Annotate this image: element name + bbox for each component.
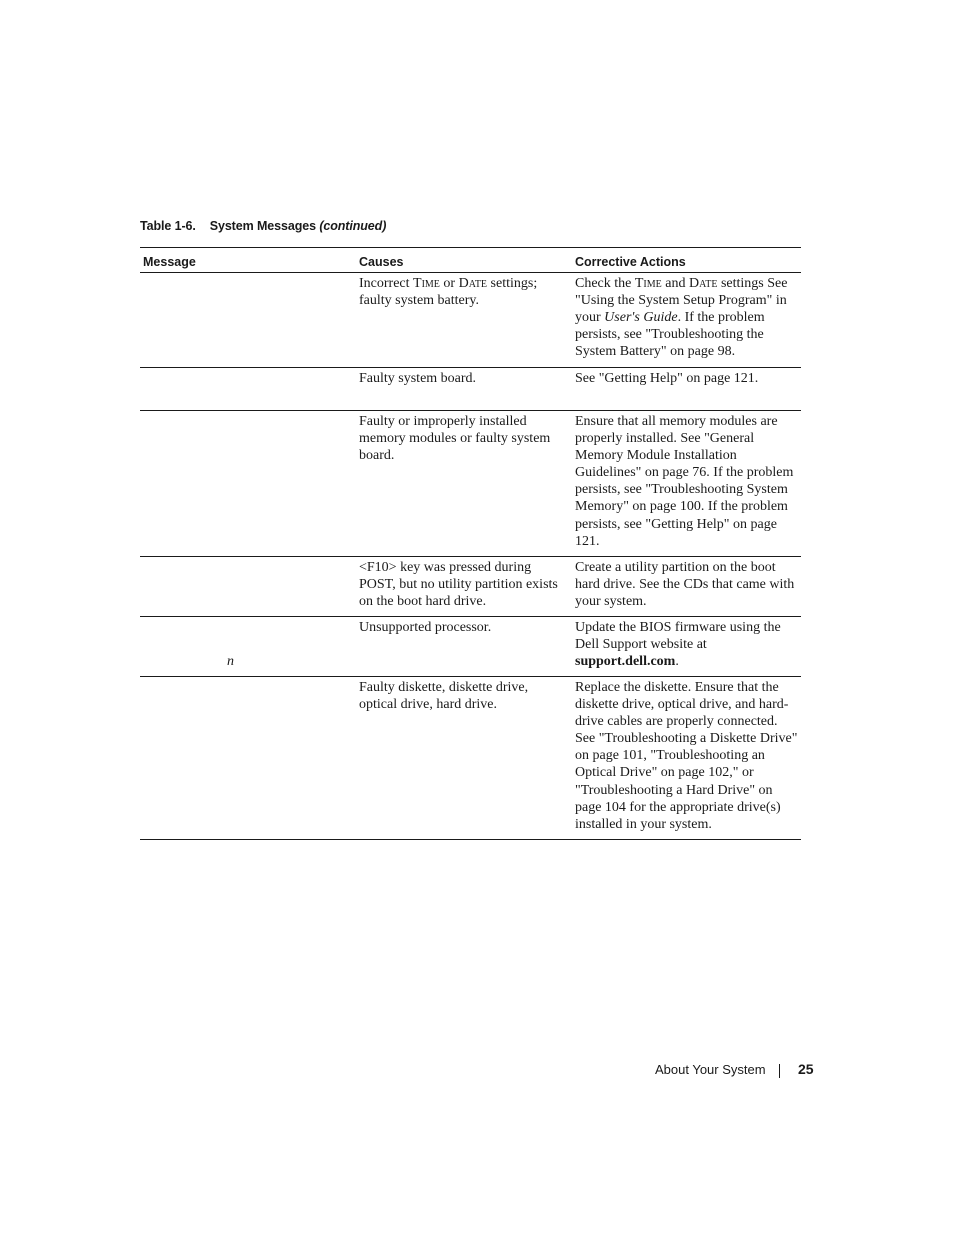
actions-cell: Replace the diskette. Ensure that the diskette drive, optical drive, and hard-drive cables are properly connected. See "Troubleshooting a Diskette Drive" on page 101, "Troubleshooting an Optical Drive" on page 102," or "Troubleshooting a Hard Drive" on page 104 for the appropriate drive(s) installed in your system. — [575, 680, 798, 832]
footer-divider — [779, 1064, 780, 1078]
actions-cell: Create a utility partition on the boot hard drive. See the CDs that came with your system. — [575, 560, 795, 610]
actions-text: and — [661, 276, 689, 291]
users-guide-title: User's Guide — [604, 310, 678, 326]
table-row — [140, 556, 801, 616]
table-row — [140, 616, 801, 676]
page-number: 25 — [798, 1061, 814, 1077]
message-cell — [140, 411, 356, 556]
message-cell — [140, 617, 356, 676]
causes-text: settings; faulty system battery. — [359, 276, 538, 309]
table-title: System Messages — [209, 219, 316, 233]
actions-cell — [572, 617, 801, 676]
header-causes: Causes — [359, 255, 404, 269]
actions-text: . If the problem persists, see "Troubleshooting the System Battery" on page 98. — [575, 310, 765, 360]
table-continued: (continued) — [319, 219, 387, 233]
causes-text: Incorrect — [359, 276, 414, 291]
header-message: Message — [143, 255, 196, 269]
actions-cell: Ensure that all memory modules are properly installed. See "General Memory Module Installation Guidelines" on page 76. If the problem persists, see "Troubleshooting System Memory" on page 100. If the problem persists, see "Getting Help" on page 121. — [575, 414, 794, 549]
actions-text: settings See "Using the System Setup Program" in your — [575, 276, 788, 326]
table-number: Table 1-6. — [140, 219, 196, 233]
causes-cell: Faulty system board. — [359, 371, 477, 386]
date-setting-label: Date — [688, 276, 718, 291]
table-row — [140, 676, 801, 839]
header-corrective-actions: Corrective Actions — [575, 255, 686, 269]
actions-cell: See "Getting Help" on page 121. — [575, 371, 759, 386]
table-row — [140, 367, 801, 410]
message-fragment: n — [227, 654, 234, 669]
causes-cell: Faulty diskette, diskette drive, optical drive, hard drive. — [359, 680, 529, 713]
actions-text: Update the BIOS firmware using the Dell Support website at — [575, 620, 781, 653]
system-messages-table — [140, 247, 801, 840]
time-setting-label: Time — [413, 276, 440, 291]
message-cell — [140, 368, 356, 410]
causes-cell: <F10> key was pressed during POST, but no utility partition exists on the boot hard drive. — [359, 560, 558, 610]
message-cell — [140, 557, 356, 616]
message-cell — [140, 273, 356, 367]
actions-cell — [572, 273, 801, 367]
table-row — [140, 272, 801, 367]
table-row — [140, 410, 801, 556]
date-setting-label: Date — [458, 276, 488, 291]
page-footer — [0, 1060, 954, 1084]
actions-text: Check the — [575, 276, 635, 291]
message-cell — [140, 677, 356, 839]
actions-text: . — [675, 654, 679, 670]
footer-section-title: About Your System — [655, 1062, 766, 1077]
time-setting-label: Time — [634, 276, 662, 291]
causes-text: or — [439, 276, 459, 291]
table-header-row — [140, 248, 801, 272]
causes-cell: Faulty or improperly installed memory modules or faulty system board. — [359, 414, 551, 464]
support-link[interactable]: support.dell.com — [575, 654, 676, 670]
table-caption — [140, 219, 386, 233]
causes-cell: Unsupported processor. — [359, 620, 492, 635]
causes-cell — [356, 273, 572, 367]
